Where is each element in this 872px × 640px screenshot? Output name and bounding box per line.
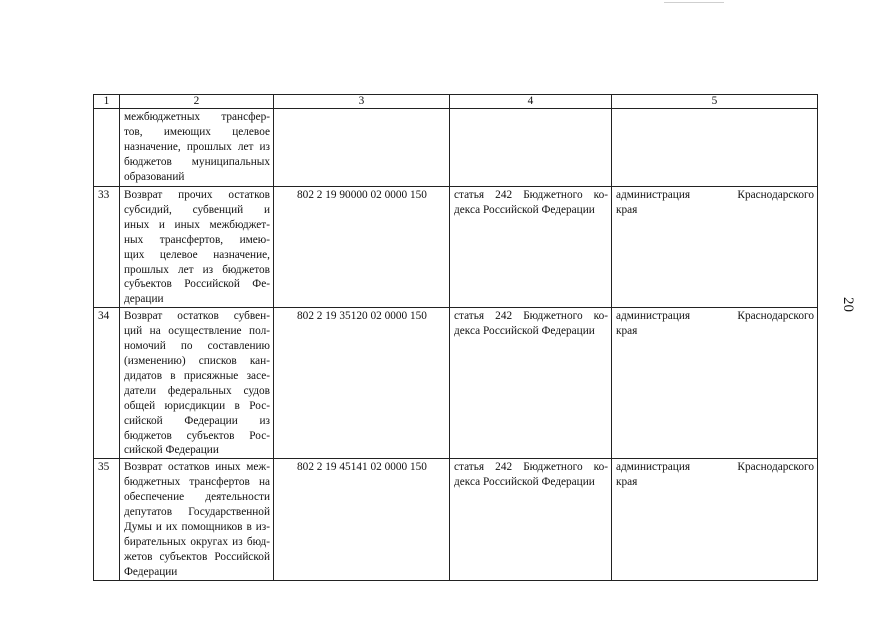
admin-line: края xyxy=(616,476,638,489)
cell-code: 802 2 19 90000 02 0000 150 xyxy=(274,187,450,308)
table-row xyxy=(94,187,818,308)
header-col-3: 3 xyxy=(274,95,450,109)
name-line: обеспечение деятельности xyxy=(124,491,270,504)
article-line: декса Российской Федерации xyxy=(454,476,595,489)
name-line: Возврат прочих остатков xyxy=(124,189,270,201)
cell-admin xyxy=(612,109,818,187)
name-line: Думы и их помощников в из- xyxy=(124,520,270,533)
header-col-2: 2 xyxy=(120,95,274,109)
cell-admin xyxy=(612,187,818,308)
table-row-continuation xyxy=(94,109,818,187)
admin-line: края xyxy=(616,203,638,216)
budget-table xyxy=(93,94,818,581)
name-line: прошлых лет из бюджетов xyxy=(124,263,270,276)
name-line: Возврат остатков иных меж- xyxy=(124,461,270,474)
table-row xyxy=(94,459,818,580)
cell-num: 34 xyxy=(94,308,120,459)
cell-code: 802 2 19 45141 02 0000 150 xyxy=(274,459,450,580)
cell-code: 802 2 19 35120 02 0000 150 xyxy=(274,308,450,459)
name-line: Федерации xyxy=(124,565,178,578)
name-line: щих целевое назначение, xyxy=(124,248,270,261)
name-line: субсидий, субвенций и xyxy=(124,203,270,216)
name-line: (изменению) списков кан- xyxy=(124,354,270,367)
name-line: Возврат остатков субвен- xyxy=(124,310,270,323)
name-line: субъектов Российской Фе- xyxy=(124,278,270,291)
article-line: статья 242 Бюджетного ко- xyxy=(454,189,608,201)
admin-line: администрация Краснодарского xyxy=(616,310,814,323)
name-line: ций на осуществление пол- xyxy=(124,325,270,338)
admin-line: администрация Краснодарского xyxy=(616,461,814,474)
cell-num: 33 xyxy=(94,187,120,308)
name-line: ных трансфертов, имею- xyxy=(124,233,270,246)
name-line: сийской Федерации xyxy=(124,444,219,457)
header-col-1: 1 xyxy=(94,95,120,109)
cell-name xyxy=(120,308,274,459)
article-line: статья 242 Бюджетного ко- xyxy=(454,461,608,474)
name-line: тов, имеющих целевое xyxy=(124,125,270,138)
cell-num: 35 xyxy=(94,459,120,580)
admin-line: края xyxy=(616,325,638,338)
article-line: декса Российской Федерации xyxy=(454,325,595,338)
header-col-4: 4 xyxy=(450,95,612,109)
table-row xyxy=(94,308,818,459)
name-line: депутатов Государственной xyxy=(124,506,270,519)
table-header-row xyxy=(94,95,818,109)
name-line: бюджетных трансфертов на xyxy=(124,476,270,489)
cell-article xyxy=(450,109,612,187)
page-number: 20 xyxy=(840,297,856,312)
cell-name xyxy=(120,109,274,187)
name-line: дидатов в присяжные засе- xyxy=(124,369,270,382)
name-line: датели федеральных судов xyxy=(124,384,270,397)
cell-article xyxy=(450,308,612,459)
name-line: иных и иных межбюджет- xyxy=(124,218,270,231)
cell-admin xyxy=(612,459,818,580)
name-line: бюджетов субъектов Рос- xyxy=(124,429,270,442)
article-line: статья 242 Бюджетного ко- xyxy=(454,310,608,323)
name-line: общей юрисдикции в Рос- xyxy=(124,399,270,412)
cell-article xyxy=(450,187,612,308)
cell-num xyxy=(94,109,120,187)
name-line: бюджетов муниципальных xyxy=(124,155,270,168)
cell-admin xyxy=(612,308,818,459)
name-line: номочий по составлению xyxy=(124,340,270,353)
name-line: бирательных округах из бюд- xyxy=(124,535,270,548)
name-line: назначение, прошлых лет из xyxy=(124,140,270,153)
name-line: образований xyxy=(124,170,185,183)
article-line: декса Российской Федерации xyxy=(454,203,595,216)
cell-name xyxy=(120,187,274,308)
cell-article xyxy=(450,459,612,580)
cell-name xyxy=(120,459,274,580)
admin-line: администрация Краснодарского xyxy=(616,189,814,201)
header-col-5: 5 xyxy=(612,95,818,109)
name-line: сийской Федерации из xyxy=(124,414,270,427)
name-line: дерации xyxy=(124,293,164,306)
scan-mark xyxy=(664,2,724,3)
name-line: жетов субъектов Российской xyxy=(124,550,270,563)
cell-code xyxy=(274,109,450,187)
name-line: межбюджетных трансфер- xyxy=(124,111,270,123)
